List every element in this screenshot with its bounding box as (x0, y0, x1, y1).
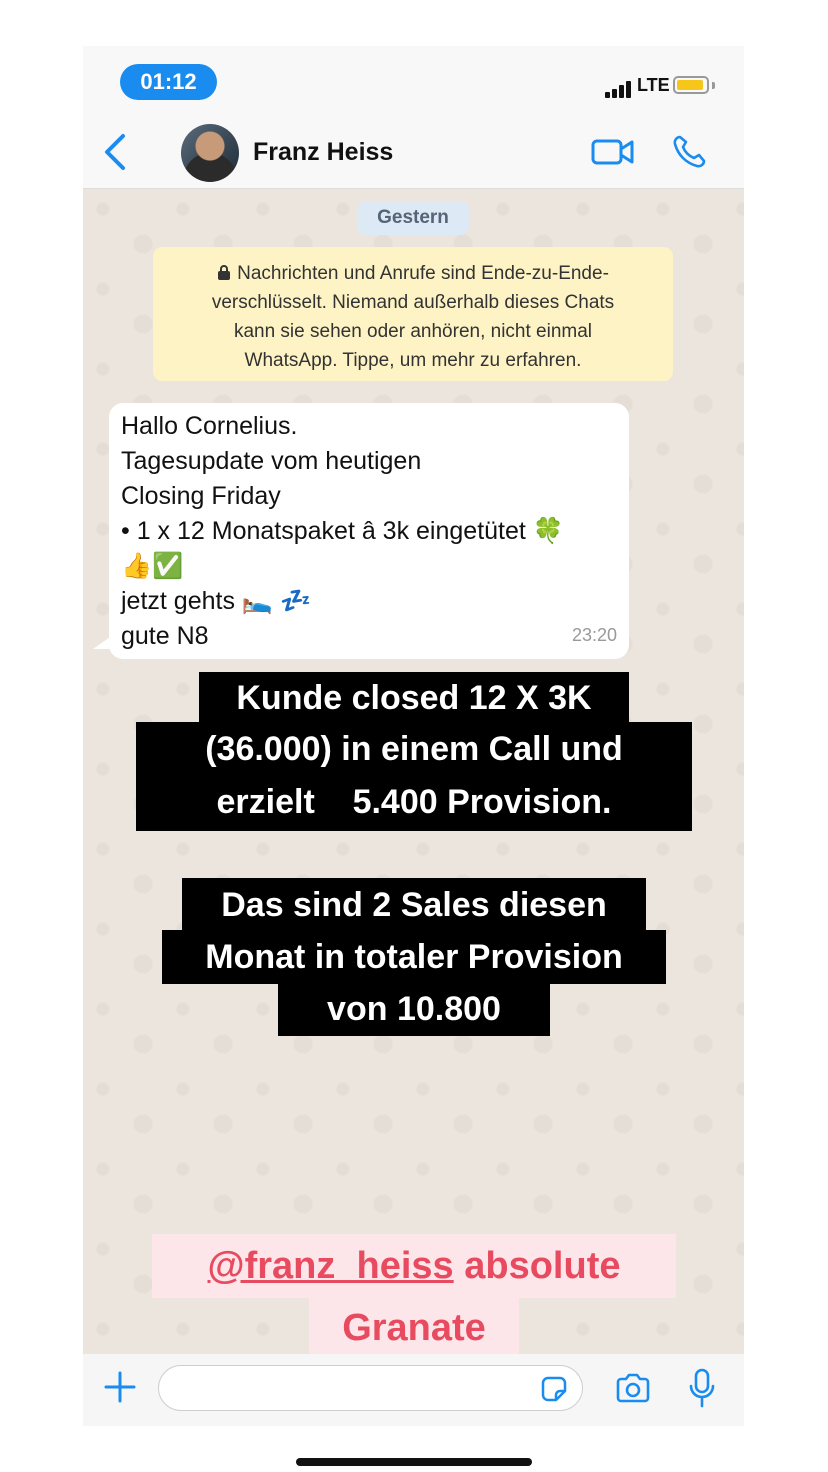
message-line: 👍✅ (121, 552, 184, 580)
message-line: jetzt gehts 🛌 💤 (121, 587, 312, 615)
date-separator: Gestern (357, 201, 469, 235)
overlay-text-line: Das sind 2 Sales diesen (182, 878, 646, 932)
status-time[interactable]: 01:12 (120, 64, 217, 100)
message-timestamp: 23:20 (571, 625, 617, 645)
battery-tip (712, 82, 715, 89)
microphone-icon[interactable] (689, 1368, 715, 1408)
incoming-message[interactable] (109, 403, 629, 659)
encryption-notice-line: verschlüsselt. Niemand außerhalb dieses Chats (211, 292, 615, 313)
phone-screen (83, 46, 744, 1426)
video-camera-icon[interactable] (591, 136, 635, 168)
battery-icon (673, 76, 709, 94)
network-label: LTE (637, 75, 670, 95)
avatar[interactable] (181, 124, 239, 182)
overlay-text-line: von 10.800 (278, 982, 550, 1036)
chevron-left-icon[interactable] (101, 132, 129, 172)
encryption-notice-line: WhatsApp. Tippe, um mehr zu erfahren. (244, 350, 582, 371)
promo-text: absolute (464, 1245, 621, 1287)
encryption-notice[interactable] (153, 247, 673, 381)
promo-line-2: Granate (309, 1296, 519, 1360)
chat-header (83, 118, 744, 188)
message-line: • 1 x 12 Monatspaket â 3k eingetütet 🍀 (121, 517, 564, 545)
plus-icon[interactable] (103, 1370, 137, 1404)
overlay-text-line: erzielt 5.400 Provision. (136, 774, 692, 831)
message-input-bar (83, 1354, 744, 1426)
signal-icon (605, 80, 635, 98)
overlay-text-line: (36.000) in einem Call und (136, 722, 692, 776)
overlay-text-line: Monat in totaler Provision (162, 930, 666, 984)
encryption-notice-line: kann sie sehen oder anhören, nicht einmal (233, 321, 593, 342)
home-indicator[interactable] (296, 1458, 532, 1466)
encryption-notice-line: Nachrichten und Anrufe sind Ende-zu-Ende- (171, 259, 655, 288)
message-input[interactable] (158, 1365, 583, 1411)
phone-icon[interactable] (671, 134, 707, 170)
message-line: Closing Friday (121, 482, 281, 510)
promo-line-1 (152, 1234, 676, 1298)
lock-icon (217, 264, 231, 280)
camera-icon[interactable] (615, 1372, 651, 1404)
message-line: gute N8 (121, 622, 209, 650)
sticker-icon[interactable] (539, 1374, 569, 1404)
mention-link[interactable]: @franz_heiss (207, 1245, 454, 1287)
message-line: Hallo Cornelius. (121, 412, 298, 440)
contact-name[interactable]: Franz Heiss (253, 138, 394, 166)
overlay-text-line: Kunde closed 12 X 3K (199, 672, 629, 724)
message-line: Tagesupdate vom heutigen (121, 447, 422, 475)
